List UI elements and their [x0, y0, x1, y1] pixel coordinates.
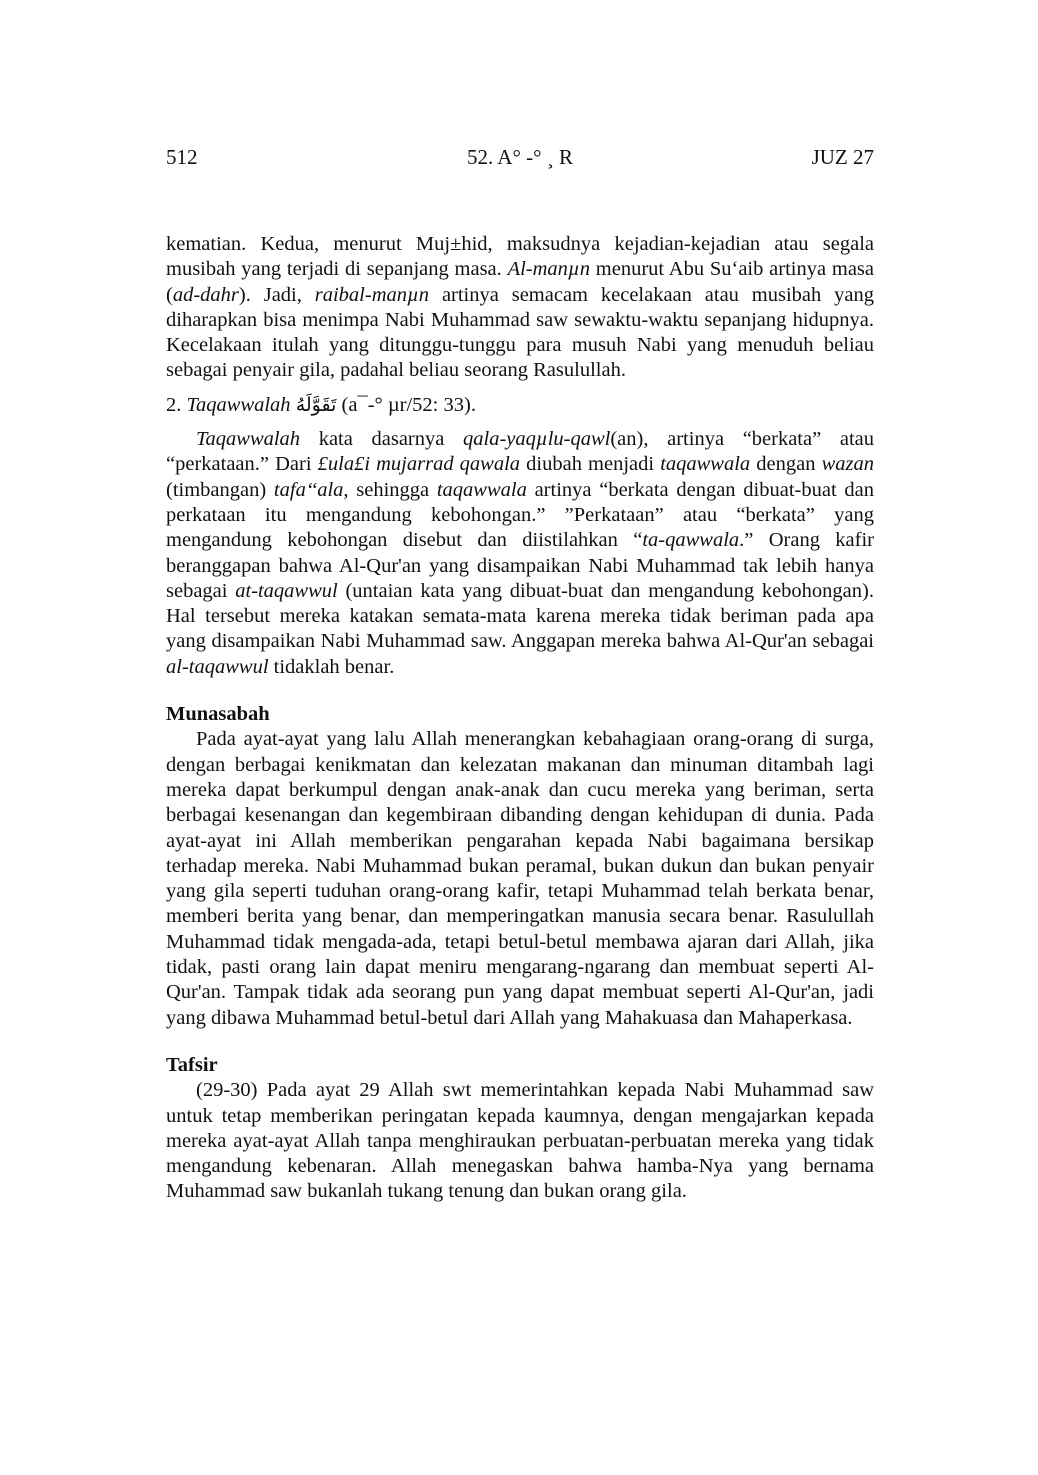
intro-text-3: ). Jadi,: [238, 283, 315, 306]
taqawwalah-paragraph: [166, 427, 874, 680]
text: artinya “berkata dengan dibuat-buat dan perkataan itu mengandung kebohongan.” ”Perkataan” atau “berkata” yang mengandung kebohongan disebut dan diistilahkan “: [166, 478, 874, 552]
term-al-taqawwul: al-taqawwul: [166, 655, 269, 678]
surah-title: 52. A° -° ¸ R: [466, 145, 574, 169]
page-number: 512: [166, 145, 198, 169]
page-header: [166, 145, 874, 173]
vocab-item-term: Taqawwalah: [186, 393, 291, 416]
term-taqawwalah: Taqawwalah: [196, 428, 301, 451]
munasabah-paragraph: Pada ayat-ayat yang lalu Allah menerangkan kebahagiaan orang-orang di surga, dengan berbagai kenikmatan dan kelezatan makanan dan minuman ditambah lagi mereka dapat berkumpul dengan anak-anak dan cucu mereka yang beriman, serta berbagai kesenangan dan kegembiraan dibanding dengan kehidupan di dunia. Pada ayat-ayat ini Allah memberikan pengarahan kepada Nabi bagaimana bersikap terhadap mereka. Nabi Muhammad bukan peramal, bukan dukun dan bukan penyair yang gila seperti tuduhan orang-orang kafir, tetapi Muhammad telah berkata benar, memberi berita yang benar, dan memperingatkan manusia secara benar. Rasulullah Muhammad tidak mengada-ada, tetapi betul-betul membawa ajaran dari Allah, jika tidak, pasti orang lain dapat meniru mengarang-ngarang dan membuat seperti Al-Qur'an. Tampak tidak ada seorang pun yang dapat membuat seperti Al-Qur'an, jadi yang dibawa Muhammad betul-betul dari Allah yang Mahakuasa dan Mahaperkasa.: [166, 728, 874, 1029]
intro-text-1: kematian. Kedua, menurut Muj±hid, maksudnya kejadian-kejadian atau segala musibah yang terjadi di sepanjang masa.: [166, 233, 874, 281]
term-ta-qawwala: ta-qawwala: [642, 529, 740, 552]
text: (untaian kata yang dibuat-buat dan mengandung kebohongan). Hal tersebut mereka katakan semata-mata karena mereka tidak beriman pada apa yang disampaikan Nabi Muhammad saw. Anggapan mereka bahwa Al-Qur'an sebagai: [166, 579, 874, 653]
arabic-word: تَقَوَّلَهُ: [295, 393, 337, 416]
term-taqawwala: taqawwala: [660, 453, 751, 476]
term-qala-yaqulu-qawl: qala-yaqµlu-qawl: [463, 428, 611, 451]
verse-reference: (a¯-° µr/52: 33).: [341, 393, 476, 416]
text: .” Orang kafir beranggapan bahwa Al-Qur'an yang disampaikan Nabi Muhammad tak lebih hanya sebagai: [166, 529, 874, 602]
text: dengan: [750, 453, 822, 476]
tafsir-heading: Tafsir: [166, 1053, 218, 1076]
vocab-item-number: 2.: [166, 393, 187, 416]
text: tidaklah benar.: [268, 655, 395, 678]
term-wazan: wazan: [821, 453, 874, 476]
text: (timbangan): [166, 478, 274, 501]
term-at-taqawwul: at-taqawwul: [235, 579, 338, 602]
text: , sehingga: [343, 478, 437, 501]
page-body: [166, 232, 874, 1205]
vocab-item-2: [166, 393, 874, 418]
tafsir-paragraph: (29-30) Pada ayat 29 Allah swt memerintahkan kepada Nabi Muhammad saw untuk tetap memberikan peringatan kepada kaumnya, dengan mengajarkan kepada mereka ayat-ayat Allah tanpa menghiraukan perbuatan-perbuatan mereka yang tidak mengandung kebenaran. Allah menegaskan bahwa hamba-Nya yang bernama Muhammad saw bukanlah tukang tenung dan bukan orang gila.: [166, 1079, 874, 1203]
juz-label: JUZ 27: [811, 145, 874, 169]
intro-text-2: menurut Abu Su‘aib artinya masa (: [166, 258, 874, 306]
text: diubah menjadi: [520, 453, 661, 476]
munasabah-heading: Munasabah: [166, 703, 270, 726]
term-al-manun: Al-manµn: [507, 258, 590, 281]
term-raibal-manun: raibal-manµn: [314, 283, 430, 306]
term-taqawwala: taqawwala: [436, 478, 527, 501]
intro-text-4: artinya semacam kecelakaan atau musibah yang diharapkan bisa menimpa Nabi Muhammad saw sewaktu-waktu sepanjang hidupnya. Kecelakaan itulah yang ditunggu-tunggu para musuh Nabi yang menuduh beliau sebagai penyair gila, padahal beliau seorang Rasulullah.: [166, 283, 874, 382]
term-tsulatsi-mujarrad: £ula£i mujarrad qawala: [317, 453, 521, 476]
text: kata dasarnya: [300, 428, 464, 451]
term-tafaala: tafa‘‘ala: [273, 478, 344, 501]
text: (an), artinya “berkata” atau “perkataan.” Dari: [166, 428, 874, 476]
intro-paragraph: [166, 232, 874, 384]
term-ad-dahr: ad-dahr: [172, 283, 239, 306]
